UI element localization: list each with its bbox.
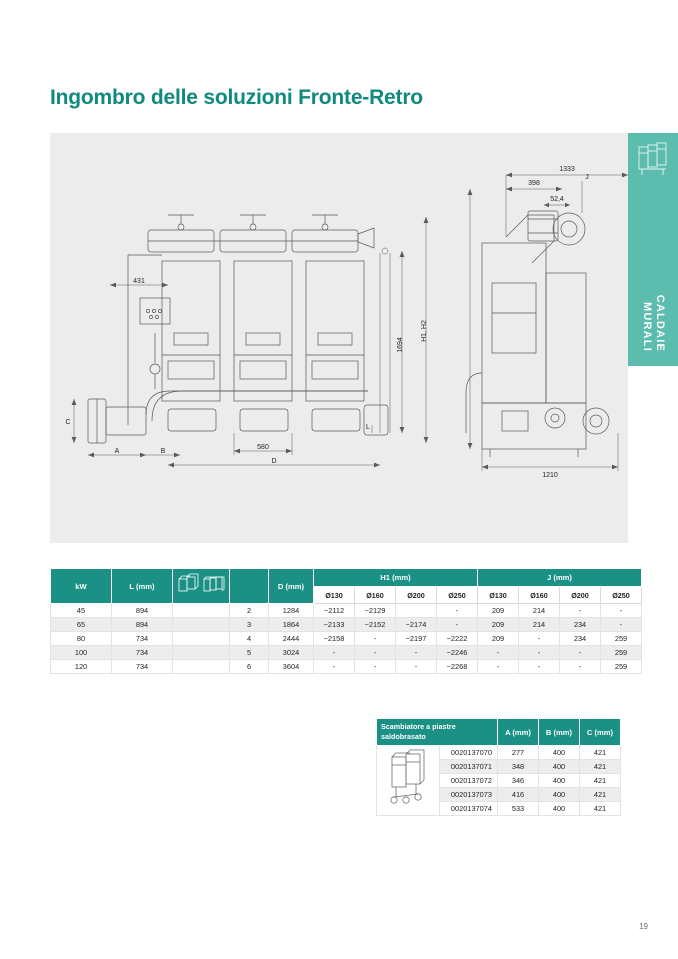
label-D: D — [271, 458, 277, 465]
cell-a: 348 — [498, 760, 539, 774]
cell-kw: 45 — [51, 604, 112, 618]
cell-d: 1284 — [269, 604, 314, 618]
header-d-mm: D (mm) — [269, 569, 314, 604]
header-h1-mm: H1 (mm) — [314, 569, 478, 587]
cell-j-d250: - — [601, 604, 642, 618]
cell-j-d160: 214 — [519, 604, 560, 618]
section-tab-label — [628, 133, 678, 366]
cell-j-d200: - — [560, 604, 601, 618]
subheader-h1-d250: Ø250 — [437, 587, 478, 604]
cell-count: 5 — [230, 646, 269, 660]
cell-h1-d160: - — [355, 660, 396, 674]
cell-h1-d160: ~2152 — [355, 618, 396, 632]
cell-code: 0020137073 — [440, 788, 498, 802]
plate-row — [377, 746, 621, 760]
cell-l: 894 — [112, 604, 173, 618]
cell-code: 0020137071 — [440, 760, 498, 774]
cell-c: 421 — [580, 760, 621, 774]
cell-j-d130: 209 — [478, 618, 519, 632]
header-count — [230, 569, 269, 604]
table-row — [51, 646, 642, 660]
subheader-h1-d200: Ø200 — [396, 587, 437, 604]
cell-h1-d130: ~2133 — [314, 618, 355, 632]
cell-c: 421 — [580, 788, 621, 802]
cell-d: 3024 — [269, 646, 314, 660]
table-row — [51, 632, 642, 646]
dim-52-4: 52,4 — [550, 196, 564, 203]
cell-j-d160: 214 — [519, 618, 560, 632]
plate-header-label: Scambiatore a piastre saldobrasato — [377, 719, 498, 746]
plate-header-a: A (mm) — [498, 719, 539, 746]
page-number: 19 — [639, 922, 648, 931]
label-L: L — [366, 424, 370, 431]
dim-398: 398 — [528, 180, 540, 187]
cell-j-d160: - — [519, 660, 560, 674]
cell-j-d130: - — [478, 660, 519, 674]
table-row — [51, 604, 642, 618]
cell-j-d250: - — [601, 618, 642, 632]
boiler-modules-icon — [176, 572, 226, 598]
plate-header-row — [377, 719, 621, 746]
label-C: C — [65, 419, 71, 426]
plate-header-b: B (mm) — [539, 719, 580, 746]
main-data-table — [50, 568, 642, 674]
cell-l: 894 — [112, 618, 173, 632]
cell-j-d130: - — [478, 646, 519, 660]
section-tab-caldaie-murali — [628, 133, 678, 366]
plate-exchanger-icon-cell — [377, 746, 440, 816]
cell-l: 734 — [112, 646, 173, 660]
cell-kw: 80 — [51, 632, 112, 646]
cell-j-d200: 234 — [560, 618, 601, 632]
cell-j-d200: 234 — [560, 632, 601, 646]
table-row — [51, 618, 642, 632]
cell-h1-d200: - — [396, 646, 437, 660]
cell-j-d130: 209 — [478, 604, 519, 618]
cell-count: 6 — [230, 660, 269, 674]
cell-code: 0020137074 — [440, 802, 498, 816]
cell-kw: 120 — [51, 660, 112, 674]
cell-icon-spacer — [173, 618, 230, 632]
plate-exchanger-table — [376, 718, 621, 816]
subheader-h1-d130: Ø130 — [314, 587, 355, 604]
cell-h1-d200: - — [396, 660, 437, 674]
cell-h1-d250: ~2246 — [437, 646, 478, 660]
cell-b: 400 — [539, 746, 580, 760]
dim-1694: 1694 — [397, 337, 404, 353]
cell-code: 0020137072 — [440, 774, 498, 788]
cell-b: 400 — [539, 802, 580, 816]
cell-h1-d160: ~2129 — [355, 604, 396, 618]
cell-icon-spacer — [173, 604, 230, 618]
cell-code: 0020137070 — [440, 746, 498, 760]
cell-d: 1864 — [269, 618, 314, 632]
subheader-j-d200: Ø200 — [560, 587, 601, 604]
cell-a: 346 — [498, 774, 539, 788]
label-H1H2: H1, H2 — [421, 320, 428, 342]
header-icon-cell — [173, 569, 230, 604]
cell-j-d200: - — [560, 646, 601, 660]
cell-h1-d250: - — [437, 618, 478, 632]
header-l-mm: L (mm) — [112, 569, 173, 604]
cell-b: 400 — [539, 788, 580, 802]
cell-j-d250: 259 — [601, 632, 642, 646]
cell-h1-d160: - — [355, 632, 396, 646]
cell-j-d160: - — [519, 632, 560, 646]
cell-h1-d200: ~2174 — [396, 618, 437, 632]
header-j-mm: J (mm) — [478, 569, 642, 587]
cell-h1-d200 — [396, 604, 437, 618]
cell-icon-spacer — [173, 646, 230, 660]
cell-j-d130: 209 — [478, 632, 519, 646]
subheader-h1-d160: Ø160 — [355, 587, 396, 604]
cell-h1-d250: - — [437, 604, 478, 618]
section-tab-line1: CALDAIE — [654, 294, 666, 352]
cell-l: 734 — [112, 660, 173, 674]
cell-j-d160: - — [519, 646, 560, 660]
technical-drawing-panel — [50, 133, 628, 543]
dim-580: 580 — [257, 444, 269, 451]
cell-a: 277 — [498, 746, 539, 760]
cell-h1-d200: ~2197 — [396, 632, 437, 646]
page-title: Ingombro delle soluzioni Fronte-Retro — [50, 86, 423, 109]
cell-j-d250: 259 — [601, 660, 642, 674]
cell-count: 3 — [230, 618, 269, 632]
table-row — [51, 660, 642, 674]
dim-431: 431 — [133, 278, 145, 285]
cell-b: 400 — [539, 760, 580, 774]
cell-icon-spacer — [173, 660, 230, 674]
cell-d: 3604 — [269, 660, 314, 674]
cell-h1-d130: - — [314, 660, 355, 674]
section-tab-line2: MURALI — [641, 302, 653, 352]
cell-icon-spacer — [173, 632, 230, 646]
plate-data-table — [376, 718, 621, 816]
cell-h1-d160: - — [355, 646, 396, 660]
cell-count: 4 — [230, 632, 269, 646]
dimension-drawing — [50, 133, 628, 543]
plate-exchanger-icon — [380, 749, 436, 811]
cell-c: 421 — [580, 802, 621, 816]
dim-1333: 1333 — [559, 166, 575, 173]
cell-a: 416 — [498, 788, 539, 802]
header-kw: kW — [51, 569, 112, 604]
label-B: B — [160, 448, 166, 455]
cell-h1-d250: ~2268 — [437, 660, 478, 674]
cell-kw: 65 — [51, 618, 112, 632]
cell-kw: 100 — [51, 646, 112, 660]
cell-j-d250: 259 — [601, 646, 642, 660]
cell-b: 400 — [539, 774, 580, 788]
subheader-j-d250: Ø250 — [601, 587, 642, 604]
cell-count: 2 — [230, 604, 269, 618]
cell-h1-d130: ~2112 — [314, 604, 355, 618]
label-A: A — [114, 448, 120, 455]
cell-j-d200: - — [560, 660, 601, 674]
specification-table — [50, 568, 642, 674]
cell-c: 421 — [580, 746, 621, 760]
cell-d: 2444 — [269, 632, 314, 646]
dim-1210: 1210 — [542, 472, 558, 479]
cell-c: 421 — [580, 774, 621, 788]
label-J: J — [585, 174, 589, 181]
table-header-row-1 — [51, 569, 642, 587]
cell-a: 533 — [498, 802, 539, 816]
subheader-j-d160: Ø160 — [519, 587, 560, 604]
subheader-j-d130: Ø130 — [478, 587, 519, 604]
cell-h1-d130: ~2158 — [314, 632, 355, 646]
cell-h1-d250: ~2222 — [437, 632, 478, 646]
plate-header-c: C (mm) — [580, 719, 621, 746]
cell-h1-d130: - — [314, 646, 355, 660]
cell-l: 734 — [112, 632, 173, 646]
